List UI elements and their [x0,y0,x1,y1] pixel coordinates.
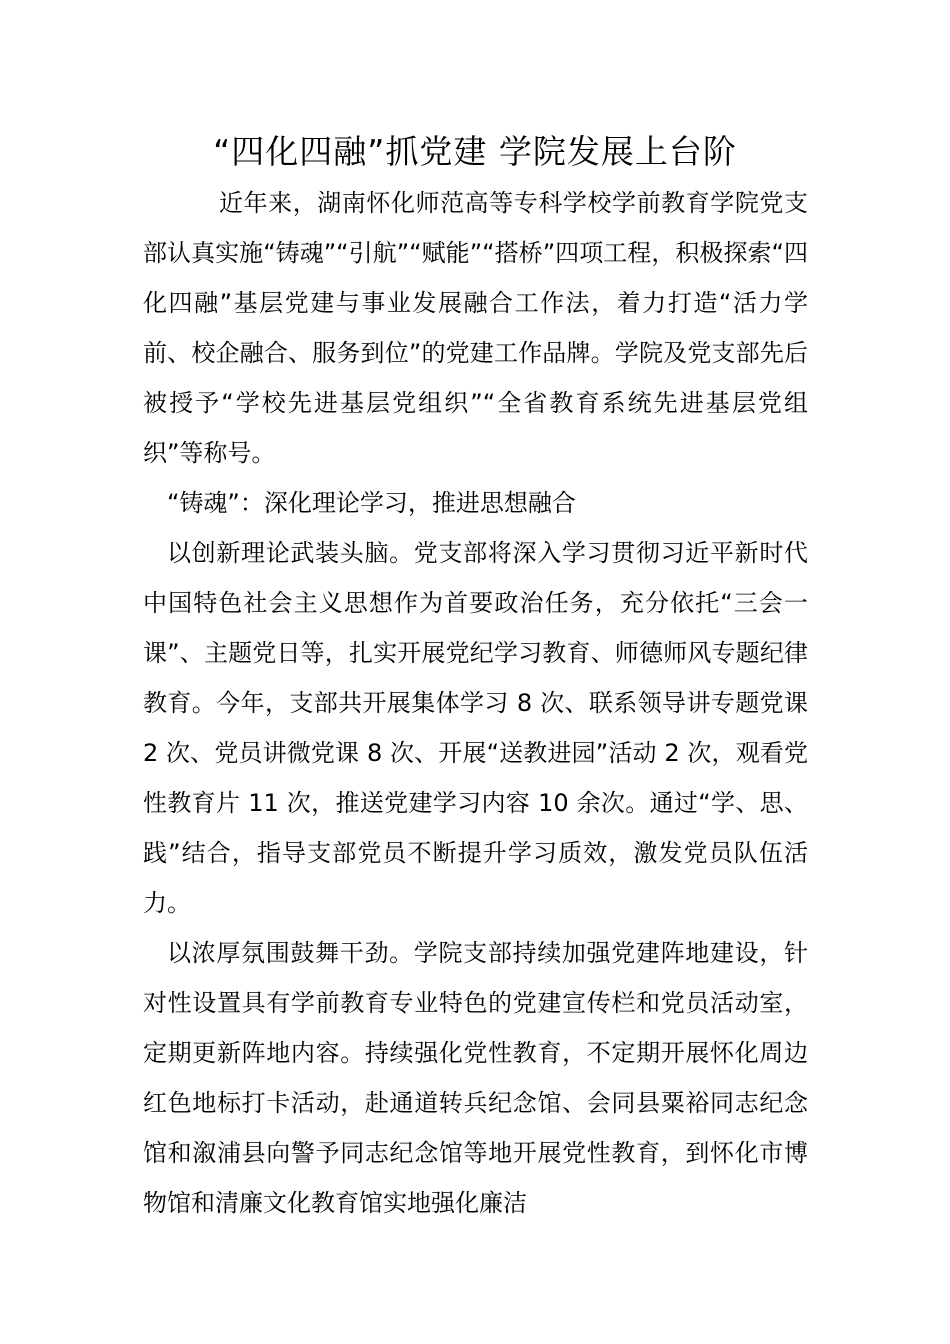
section-heading-zhuhun: “铸魂”：深化理论学习，推进思想融合 [167,489,576,517]
document-title: “四化四融”抓党建 学院发展上台阶 [213,132,737,171]
document-body [143,178,808,1228]
intro-paragraph: 近年来，湖南怀化师范高等专科学校学前教育学院党支部认真实施“铸魂”“引航”“赋能”“搭桥”四项工程，积极探索“四化四融”基层党建与事业发展融合工作法，着力打造“活力学前、校企融合、服务到位”的党建工作品牌。学院及党支部先后被授予“学校先进基层党组织”“全省教育系统先进基层党组织”等称号。 [143,189,808,467]
section-paragraph-atmosphere: 以浓厚氛围鼓舞干劲。学院支部持续加强党建阵地建设，针对性设置具有学前教育专业特色的党建宣传栏和党员活动室，定期更新阵地内容。持续强化党性教育，不定期开展怀化周边红色地标打卡活动，赴通道转兵纪念馆、会同县粟裕同志纪念馆和溆浦县向警予同志纪念馆等地开展党性教育，到怀化市博物馆和清廉文化教育馆实地强化廉洁 [143,939,808,1217]
section-paragraph-theory: 以创新理论武装头脑。党支部将深入学习贯彻习近平新时代中国特色社会主义思想作为首要政治任务，充分依托“三会一课”、主题党日等，扎实开展党纪学习教育、师德师风专题纪律教育。今年，支部共开展集体学习 8 次、联系领导讲专题党课 2 次、党员讲微党课 8 次、开展“送教进园”活动 2 次，观看党性教育片 11 次，推送党建学习内容 10 余次。通过“学、思、践”结合，指导支部党员不断提升学习质效，激发党员队伍活力。 [143,539,808,917]
